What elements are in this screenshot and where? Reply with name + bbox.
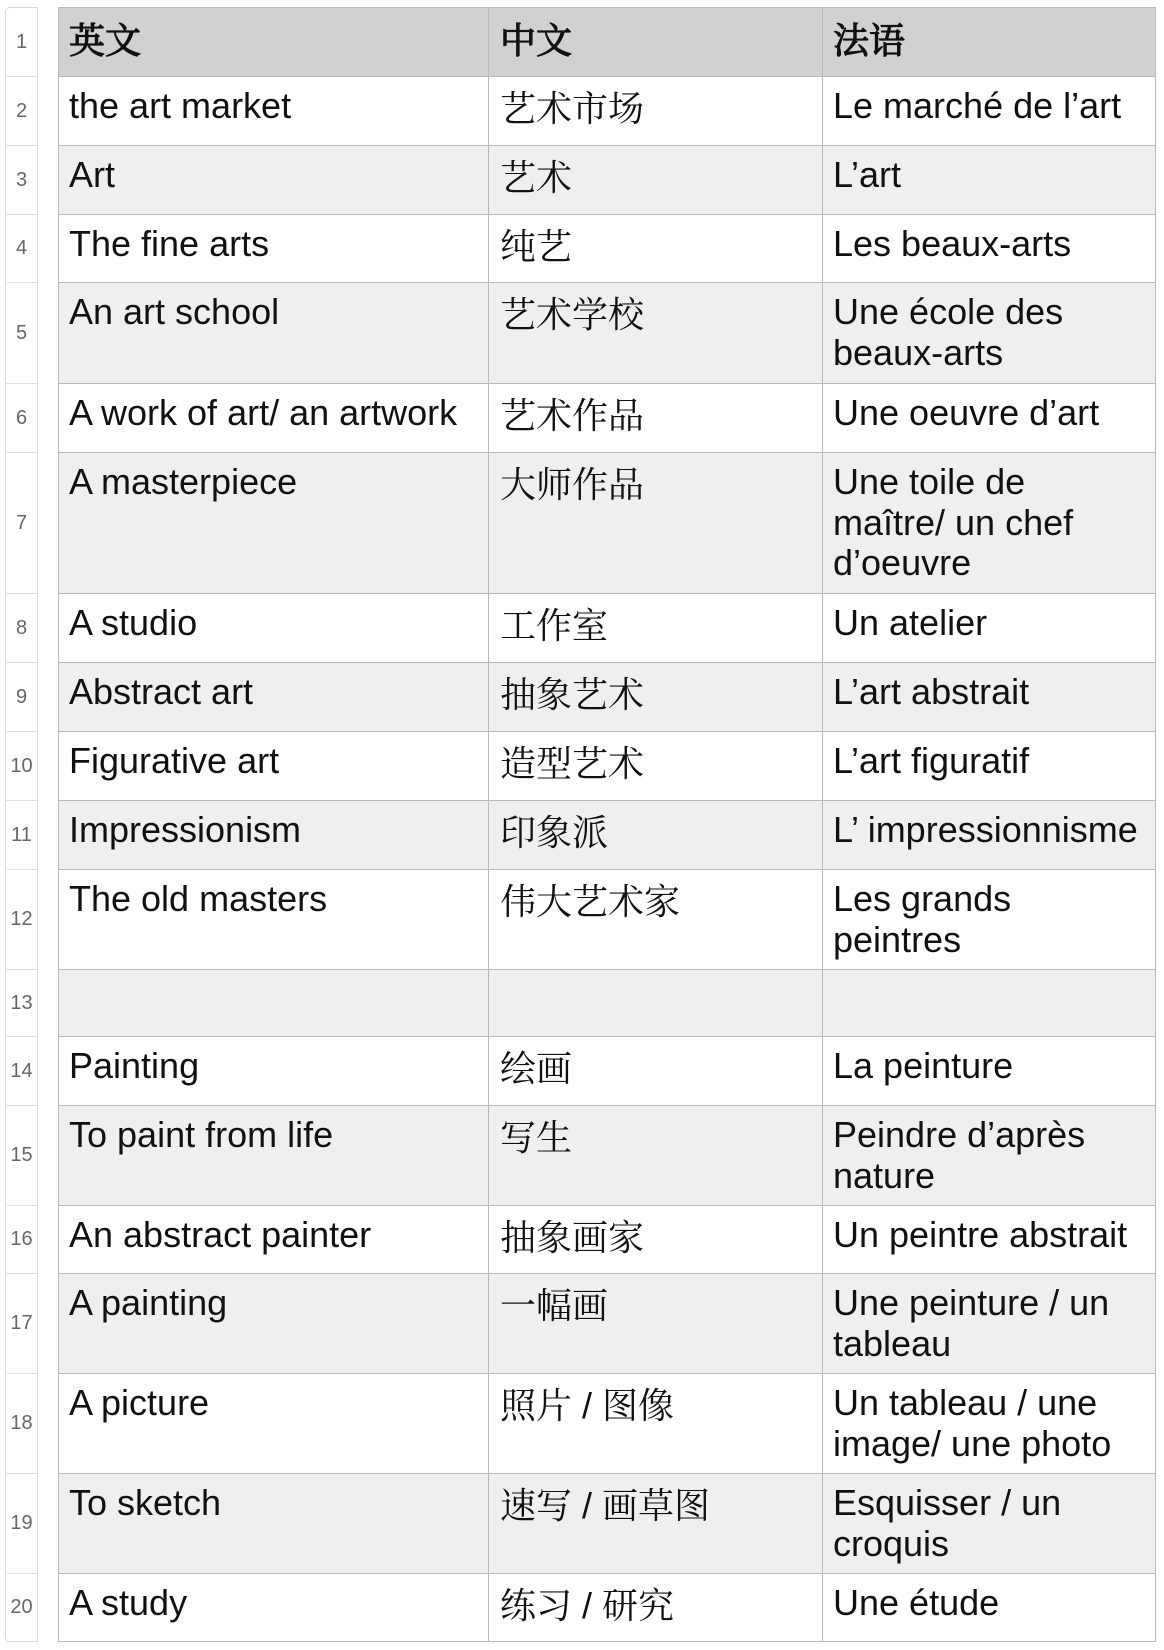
table-row xyxy=(59,1574,1155,1642)
cell-chinese[interactable]: 一幅画 xyxy=(489,1274,823,1373)
header-row xyxy=(59,8,1155,77)
cell-chinese[interactable]: 抽象画家 xyxy=(489,1206,823,1273)
row-number-header[interactable]: 7 xyxy=(6,453,37,594)
column-header-french[interactable]: 法语 xyxy=(833,20,906,61)
cell-french[interactable]: Un tableau / une image/ une photo xyxy=(833,1382,1112,1464)
row-number-header[interactable]: 18 xyxy=(6,1374,37,1474)
row-number-header[interactable]: 11 xyxy=(6,801,37,870)
cell-english[interactable]: To paint from life xyxy=(59,1106,489,1205)
row-number-header[interactable]: 17 xyxy=(6,1274,37,1374)
cell-french[interactable] xyxy=(823,970,1155,1036)
cell-chinese[interactable]: 艺术学校 xyxy=(489,283,823,383)
cell-french[interactable]: L’art xyxy=(833,154,902,195)
cell-english[interactable]: A study xyxy=(59,1574,489,1641)
row-number-header[interactable]: 15 xyxy=(6,1106,37,1206)
cell-english[interactable]: Impressionism xyxy=(59,801,489,869)
row-number-column xyxy=(5,7,38,1642)
cell-chinese[interactable] xyxy=(489,970,823,1036)
cell-chinese[interactable]: 练习 / 研究 xyxy=(489,1574,823,1641)
cell-french[interactable]: Esquisser / un croquis xyxy=(833,1482,1062,1564)
cell-english[interactable]: The old masters xyxy=(59,870,489,969)
table-row xyxy=(59,1037,1155,1106)
row-number-header[interactable]: 19 xyxy=(6,1474,37,1574)
table-row xyxy=(59,801,1155,870)
cell-english[interactable]: Art xyxy=(59,146,489,214)
cell-french[interactable]: Une étude xyxy=(833,1582,1000,1623)
table-row xyxy=(59,594,1155,663)
cell-english[interactable]: An abstract painter xyxy=(59,1206,489,1273)
table-row xyxy=(59,663,1155,732)
cell-chinese[interactable]: 照片 / 图像 xyxy=(489,1374,823,1473)
cell-french[interactable]: L’art abstrait xyxy=(833,671,1030,712)
row-number-header[interactable]: 3 xyxy=(6,146,37,215)
table-row xyxy=(59,1274,1155,1374)
cell-chinese[interactable]: 艺术作品 xyxy=(489,384,823,452)
cell-chinese[interactable]: 速写 / 画草图 xyxy=(489,1474,823,1573)
cell-french[interactable]: L’ impressionnisme xyxy=(833,809,1138,850)
cell-chinese[interactable]: 大师作品 xyxy=(489,453,823,593)
table-row xyxy=(59,970,1155,1037)
table-row xyxy=(59,1474,1155,1574)
cell-chinese[interactable]: 伟大艺术家 xyxy=(489,870,823,969)
table-row xyxy=(59,732,1155,801)
cell-chinese[interactable]: 写生 xyxy=(489,1106,823,1205)
cell-french[interactable]: Un peintre abstrait xyxy=(833,1214,1128,1255)
row-number-header[interactable]: 12 xyxy=(6,870,37,970)
table-row xyxy=(59,215,1155,283)
table-row xyxy=(59,1106,1155,1206)
cell-english[interactable]: the art market xyxy=(59,77,489,145)
cell-chinese[interactable]: 纯艺 xyxy=(489,215,823,282)
cell-english[interactable]: A studio xyxy=(59,594,489,662)
cell-chinese[interactable]: 绘画 xyxy=(489,1037,823,1105)
table-row xyxy=(59,283,1155,384)
table-row xyxy=(59,146,1155,215)
cell-french[interactable]: Les grands peintres xyxy=(833,878,1012,960)
row-number-header[interactable]: 1 xyxy=(6,8,37,77)
cell-french[interactable]: Le marché de l’art xyxy=(833,85,1122,126)
cell-chinese[interactable]: 工作室 xyxy=(489,594,823,662)
column-header-english[interactable]: 英文 xyxy=(59,8,489,76)
cell-french[interactable]: Les beaux-arts xyxy=(833,223,1072,264)
cell-english[interactable]: An art school xyxy=(59,283,489,383)
cell-english[interactable]: Painting xyxy=(59,1037,489,1105)
row-number-header[interactable]: 16 xyxy=(6,1206,37,1274)
table-row xyxy=(59,1374,1155,1474)
cell-french[interactable]: Une peinture / un tableau xyxy=(833,1282,1110,1364)
cell-english[interactable]: Figurative art xyxy=(59,732,489,800)
cell-english[interactable]: Abstract art xyxy=(59,663,489,731)
table-row xyxy=(59,870,1155,970)
table-row xyxy=(59,77,1155,146)
spreadsheet-table xyxy=(58,7,1156,1642)
cell-french[interactable]: Un atelier xyxy=(833,602,988,643)
row-number-header[interactable]: 13 xyxy=(6,970,37,1037)
cell-chinese[interactable]: 印象派 xyxy=(489,801,823,869)
table-row xyxy=(59,384,1155,453)
cell-french[interactable]: Une oeuvre d’art xyxy=(833,392,1100,433)
cell-english[interactable]: A painting xyxy=(59,1274,489,1373)
row-number-header[interactable]: 6 xyxy=(6,384,37,453)
cell-french[interactable]: La peinture xyxy=(833,1045,1014,1086)
table-row xyxy=(59,1206,1155,1274)
cell-english[interactable]: A work of art/ an artwork xyxy=(59,384,489,452)
row-number-header[interactable]: 8 xyxy=(6,594,37,663)
cell-english[interactable]: To sketch xyxy=(59,1474,489,1573)
cell-chinese[interactable]: 抽象艺术 xyxy=(489,663,823,731)
column-header-chinese[interactable]: 中文 xyxy=(489,8,823,76)
table-row xyxy=(59,453,1155,594)
cell-english[interactable]: The fine arts xyxy=(59,215,489,282)
row-number-header[interactable]: 5 xyxy=(6,283,37,384)
cell-chinese[interactable]: 艺术市场 xyxy=(489,77,823,145)
row-number-header[interactable]: 20 xyxy=(6,1574,37,1642)
row-number-header[interactable]: 9 xyxy=(6,663,37,732)
row-number-header[interactable]: 4 xyxy=(6,215,37,283)
row-number-header[interactable]: 10 xyxy=(6,732,37,801)
cell-french[interactable]: Peindre d’après nature xyxy=(833,1114,1086,1196)
cell-french[interactable]: Une école des beaux-arts xyxy=(833,291,1064,373)
cell-english[interactable]: A picture xyxy=(59,1374,489,1473)
cell-chinese[interactable]: 艺术 xyxy=(489,146,823,214)
row-number-header[interactable]: 2 xyxy=(6,77,37,146)
cell-english[interactable]: A masterpiece xyxy=(59,453,489,593)
cell-french[interactable]: L’art figuratif xyxy=(833,740,1030,781)
cell-english[interactable] xyxy=(59,970,489,1036)
cell-french[interactable]: Une toile de maître/ un chef d’oeuvre xyxy=(833,461,1074,583)
cell-chinese[interactable]: 造型艺术 xyxy=(489,732,823,800)
row-number-header[interactable]: 14 xyxy=(6,1037,37,1106)
